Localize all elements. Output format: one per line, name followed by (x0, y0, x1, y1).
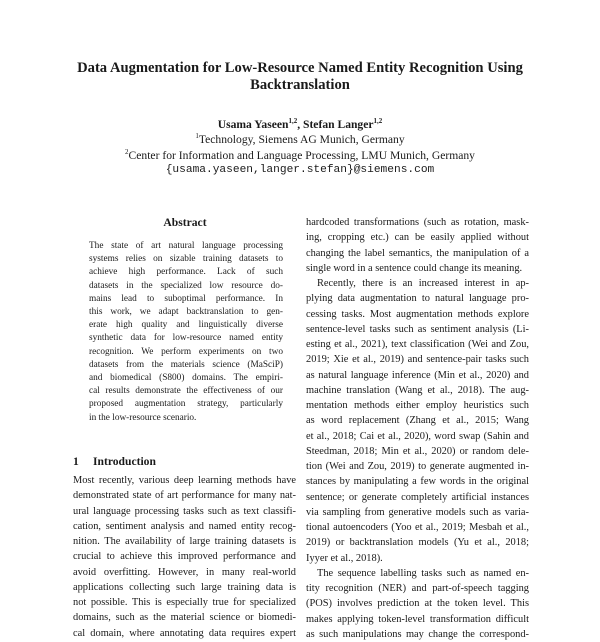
body-line: Recently, there is an increased interest in ap- (317, 278, 529, 289)
abstract-line: The state of art natural language processing (89, 241, 283, 251)
body-line: The sequence labelling tasks such as named en- (317, 567, 529, 579)
body-line: 2019) or backtranslation models (Yu et al., 2018; (306, 537, 529, 549)
body-line: sentence-level tasks such as sentiment analysis (Li- (306, 323, 529, 335)
body-line: not possible. This is especially true for specialized (73, 597, 296, 608)
section-title: Introduction (93, 455, 156, 468)
body-line: stances by manipulating a few words in the original (306, 476, 529, 488)
body-line: crucial to achieve this improved performance and (73, 551, 296, 563)
body-line: et al., 2018; Cai et al., 2020), word swap (Sahin and (306, 430, 529, 442)
body-line: via sampling from generative models such as varia- (306, 506, 529, 518)
body-paragraph (306, 215, 529, 276)
body-line: mentation methods either employ heuristics such (306, 400, 529, 411)
body-line: plying data augmentation to natural language pro- (306, 293, 529, 305)
body-paragraph (306, 276, 529, 566)
abstract-line: systems relies on sizable training datasets to (89, 254, 283, 265)
abstract-line: achieve high performance. Lack of such (89, 267, 283, 278)
body-line: Steedman, 2018; Min et al., 2020) or random dele- (306, 445, 529, 457)
body-line: Iyyer et al., 2018). (306, 552, 383, 564)
abstract-line: recognition. We perform experiments on two (89, 346, 283, 357)
author-block (60, 117, 540, 179)
body-line: Most recently, various deep learning methods have (73, 475, 296, 486)
body-line: machine translation (Wang et al., 2018). The aug- (306, 384, 529, 396)
body-line: tion (Wei and Zou, 2019) to generate augmented in- (306, 461, 529, 472)
body-line: single word in a sentence could change its meaning. (306, 262, 523, 274)
author-name: Stefan Langer (303, 118, 374, 131)
body-line: demonstrated state of art performance for many nat- (73, 490, 296, 502)
abstract-line: this work, we adapt backtranslation to gen- (89, 307, 283, 318)
abstract-line: cal results demonstrate the effectiveness of our (89, 386, 283, 397)
section-number: 1 (73, 455, 79, 468)
author-separator: , (297, 118, 303, 131)
section-heading-introduction (73, 455, 156, 468)
abstract-line: datasets in the specialized low resource do- (89, 280, 283, 291)
body-line: applications collecting such large training data is (73, 581, 296, 593)
right-column (306, 215, 529, 642)
body-paragraph (306, 566, 529, 642)
body-line: cation, sentiment analysis and named entity recog- (73, 520, 296, 532)
body-line: tional autoencoders (Yoo et al., 2019; Mesbah et al., (306, 522, 529, 533)
body-line: as such manipulations may change the correspond- (306, 628, 529, 640)
body-line: 2019; Xie et al., 2019) and sentence-pair tasks such (306, 354, 529, 366)
abstract-line: datasets from the materials science (MaSciP) (89, 359, 283, 370)
affiliation-text: Technology, Siemens AG Munich, Germany (198, 133, 405, 147)
author-name: Usama Yaseen (217, 118, 289, 131)
body-line: tity recognition (NER) and part-of-speech tagging (306, 583, 529, 594)
body-line: ural language processing tasks such as text classifi- (73, 505, 296, 517)
author-affiliation-marker: 1,2 (373, 117, 383, 126)
author-email: {usama.yaseen,langer.stefan}@siemens.com (165, 164, 435, 177)
author-names (60, 117, 540, 132)
introduction-paragraph (73, 473, 296, 641)
abstract-line: mains lead to suboptimal performance. In (89, 293, 283, 304)
title-line: Backtranslation (250, 77, 350, 93)
body-line: avoid overfitting. However, in many real-world (73, 566, 296, 578)
paper-title (40, 60, 560, 94)
abstract-line: synthetic data for low-resource named entity (89, 333, 283, 344)
body-line: esting et al., 2021), text classification (Wei and Zou, (306, 339, 529, 350)
abstract-heading: Abstract (163, 216, 207, 229)
body-line: as natural language inference (Min et al., 2020) and (306, 369, 529, 381)
body-line: ing, cropping etc.) can be easily applied without (306, 232, 529, 244)
body-line: hardcoded transformations (such as rotation, mask- (306, 217, 529, 228)
body-line: makes applying token-level transformation difficult (306, 613, 529, 625)
body-line: sentence; or generate completely artificial instances (306, 491, 529, 503)
affiliation-marker: 1 (195, 132, 199, 141)
affiliation-marker: 2 (125, 147, 129, 156)
affiliation-text: Center for Information and Language Processing, LMU Munich, Germany (128, 148, 475, 162)
body-line: (POS) involves prediction at the token level. This (306, 598, 529, 610)
body-line: as word replacement (Zhang et al., 2015; Wang (306, 415, 529, 427)
abstract-line: in the low-resource scenario. (89, 412, 197, 423)
affiliation (60, 148, 540, 163)
body-line: cessing tasks. Most augmentation methods explore (306, 308, 529, 320)
title-line: Data Augmentation for Low-Resource Named Entity Recognition Using (77, 60, 523, 76)
body-line: cal domain, where annotating data requires expert (73, 627, 296, 639)
abstract-line: erate high quality and linguistically diverse (89, 320, 283, 331)
abstract-line: and biomedical (S800) domains. The empiri- (89, 373, 283, 384)
author-affiliation-marker: 1,2 (288, 117, 298, 126)
body-line: changing the label semantics, the manipulation of a (306, 247, 529, 259)
affiliation (60, 132, 540, 147)
body-line: nition. The availability of large training datasets is (73, 536, 296, 547)
abstract-body (89, 240, 283, 425)
abstract-line: proposed augmentation strategy, particularly (89, 399, 283, 410)
body-line: domains, such as the material science or biomedi- (73, 612, 296, 624)
